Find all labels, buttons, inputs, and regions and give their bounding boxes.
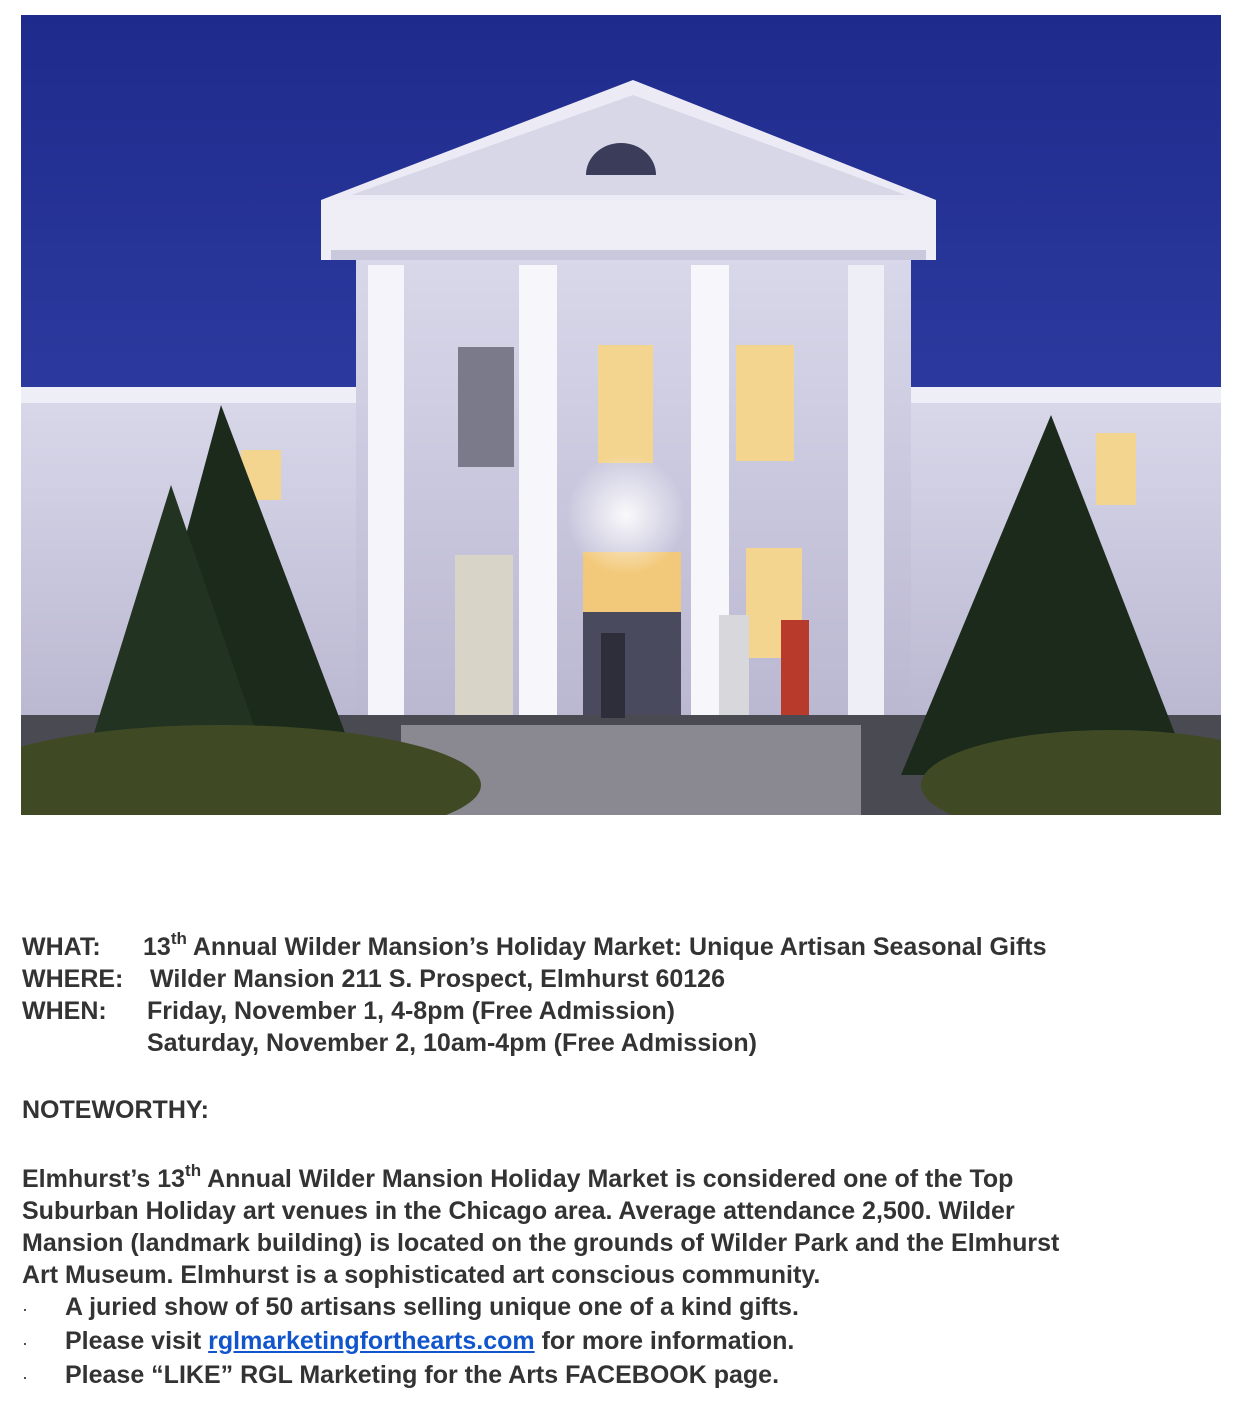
noteworthy-heading: NOTEWORTHY:	[22, 1096, 210, 1124]
bullet-icon: ·	[22, 1367, 28, 1387]
mansion-photo	[21, 15, 1221, 815]
what-row	[22, 931, 1222, 963]
what-number: 13	[143, 933, 171, 961]
para-start: Elmhurst’s 13	[22, 1165, 186, 1193]
para-line-3: Mansion (landmark building) is located on the grounds of Wilder Park and the Elmhurst	[22, 1229, 1060, 1257]
when-row	[22, 995, 1222, 1027]
bullet-2-pre: Please visit	[65, 1327, 209, 1355]
para-ordinal: th	[185, 1161, 202, 1180]
bullet-3-text: Please “LIKE” RGL Marketing for the Arts FACEBOOK page.	[65, 1361, 780, 1389]
para-line-2: Suburban Holiday art venues in the Chicago area. Average attendance 2,500. Wilder	[22, 1197, 1015, 1225]
website-link[interactable]: rglmarketingforthearts.com	[208, 1327, 535, 1355]
bullet-item-2	[22, 1325, 1222, 1359]
what-text: Annual Wilder Mansion’s Holiday Market: Unique Artisan Seasonal Gifts	[186, 933, 1047, 961]
where-row	[22, 963, 1222, 995]
when-line-1: Friday, November 1, 4-8pm (Free Admission)	[147, 997, 675, 1025]
bullet-item-3	[22, 1359, 1222, 1393]
bullet-icon: ·	[22, 1333, 28, 1353]
bullet-1-text: A juried show of 50 artisans selling unique one of a kind gifts.	[65, 1293, 799, 1321]
what-label: WHAT:	[22, 933, 101, 961]
para-line-4: Art Museum. Elmhurst is a sophisticated art conscious community.	[22, 1261, 821, 1289]
where-label: WHERE:	[22, 965, 124, 993]
when-row-2	[22, 1027, 1222, 1059]
what-ordinal: th	[170, 929, 187, 948]
bullet-item-1	[22, 1291, 1222, 1325]
noteworthy-section	[22, 1163, 1222, 1393]
bullet-2-post: for more information.	[534, 1327, 795, 1355]
para-line-1-rest: Annual Wilder Mansion Holiday Market is considered one of the Top	[201, 1165, 1014, 1193]
mansion-illustration	[21, 15, 1221, 815]
event-details	[22, 931, 1222, 1059]
where-text: Wilder Mansion 211 S. Prospect, Elmhurst 60126	[150, 965, 725, 993]
when-label: WHEN:	[22, 997, 107, 1025]
bullet-icon: ·	[22, 1299, 28, 1319]
when-line-2: Saturday, November 2, 10am-4pm (Free Admission)	[147, 1029, 757, 1057]
para-line-1	[22, 1163, 1222, 1195]
